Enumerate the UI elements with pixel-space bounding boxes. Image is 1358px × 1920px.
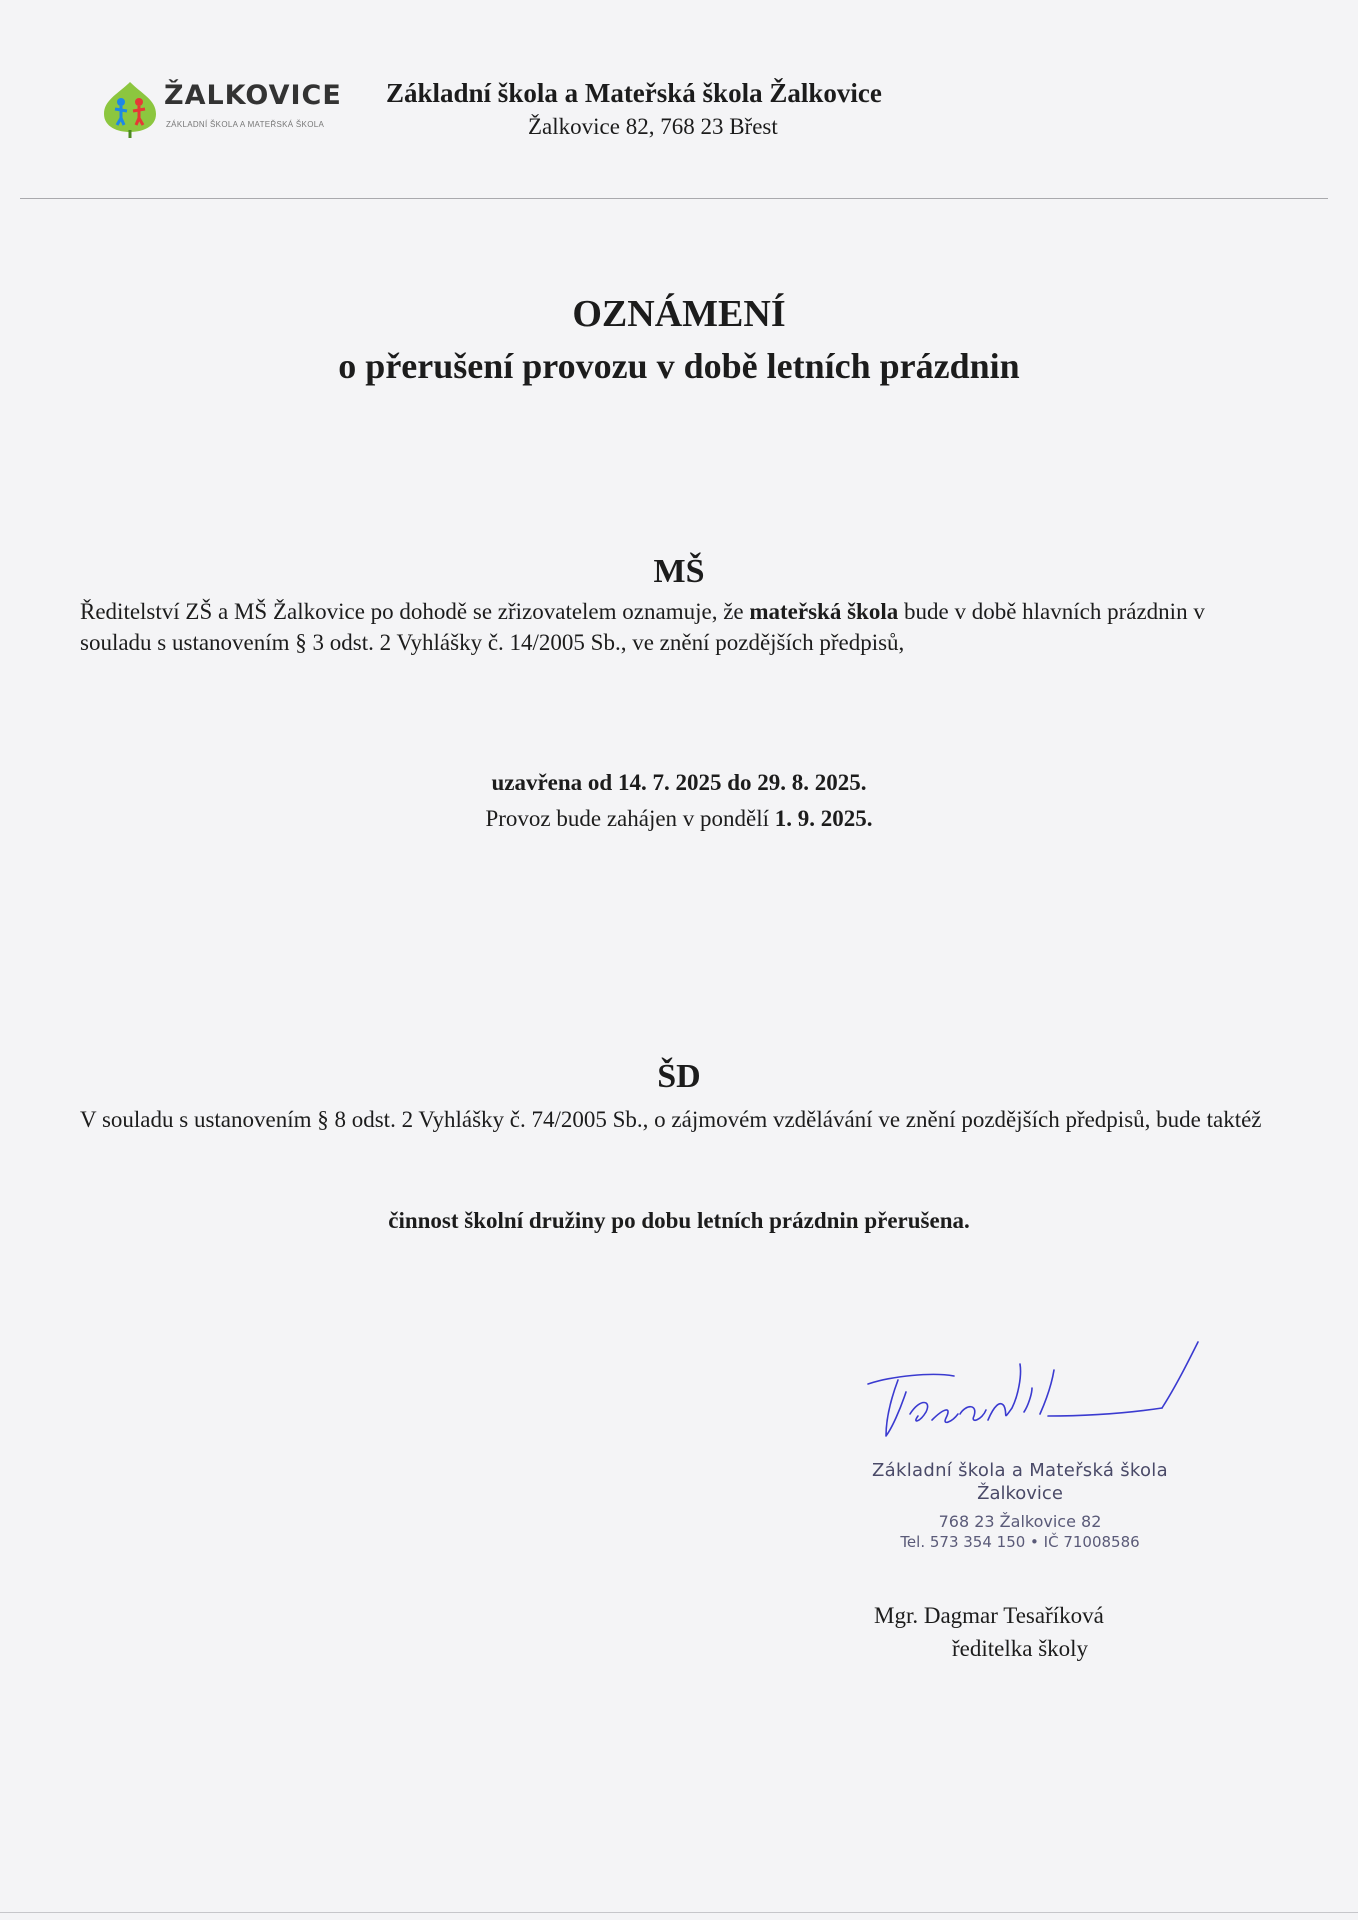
- leaf-logo-icon: [100, 80, 160, 138]
- school-logo: [100, 78, 360, 138]
- header-divider: [20, 198, 1328, 199]
- logo-name: ŽALKOVICE: [164, 80, 342, 111]
- resume-prefix: Provoz bude zahájen v pondělí: [485, 806, 775, 831]
- ms-section-heading: MŠ: [653, 553, 705, 590]
- stamp-address: 768 23 Žalkovice 82: [938, 1512, 1102, 1531]
- resume-date: 1. 9. 2025.: [774, 806, 873, 831]
- sd-statement: činnost školní družiny po dobu letních prázdnin přerušena.: [388, 1208, 970, 1233]
- signer-name: Mgr. Dagmar Tesaříková: [874, 1603, 1104, 1628]
- school-address: Žalkovice 82, 768 23 Břest: [528, 114, 778, 139]
- closed-period: uzavřena od 14. 7. 2025 do 29. 8. 2025.: [491, 770, 867, 795]
- stamp-school-name: Základní škola a Mateřská škola: [872, 1460, 1168, 1481]
- sd-section-text: V souladu s ustanovením § 8 odst. 2 Vyhlášky č. 74/2005 Sb., o zájmovém vzdělávání ve znění pozdějších předpisů, bude taktéž: [80, 1107, 1262, 1132]
- school-stamp: [860, 1460, 1180, 1551]
- ms-section-text: [80, 596, 1280, 658]
- announcement-subtitle: o přerušení provozu v době letních prázdnin: [338, 346, 1020, 386]
- ms-text-part2: bude v době hlavních prázdnin v souladu s ustanovením § 3 odst. 2 Vyhlášky č. 14/2005 Sb., ve znění pozdějších předpisů,: [80, 599, 1205, 655]
- handwritten-signature: [862, 1336, 1202, 1466]
- stamp-contact: Tel. 573 354 150 • IČ 71008586: [900, 1533, 1140, 1551]
- school-name: Základní škola a Mateřská škola Žalkovice: [386, 78, 882, 108]
- signer-role: ředitelka školy: [952, 1636, 1089, 1661]
- stamp-town: Žalkovice: [977, 1483, 1063, 1504]
- sd-section-heading: ŠD: [657, 1058, 701, 1095]
- ms-text-bold: mateřská škola: [749, 599, 899, 624]
- logo-subtitle: ZÁKLADNÍ ŠKOLA A MATEŘSKÁ ŠKOLA: [166, 120, 325, 129]
- page-bottom-edge: [0, 1912, 1358, 1913]
- ms-text-part1: Ředitelství ZŠ a MŠ Žalkovice po dohodě se zřizovatelem oznamuje, že: [80, 599, 750, 624]
- announcement-title: OZNÁMENÍ: [572, 293, 786, 335]
- resume-line: [0, 806, 1358, 832]
